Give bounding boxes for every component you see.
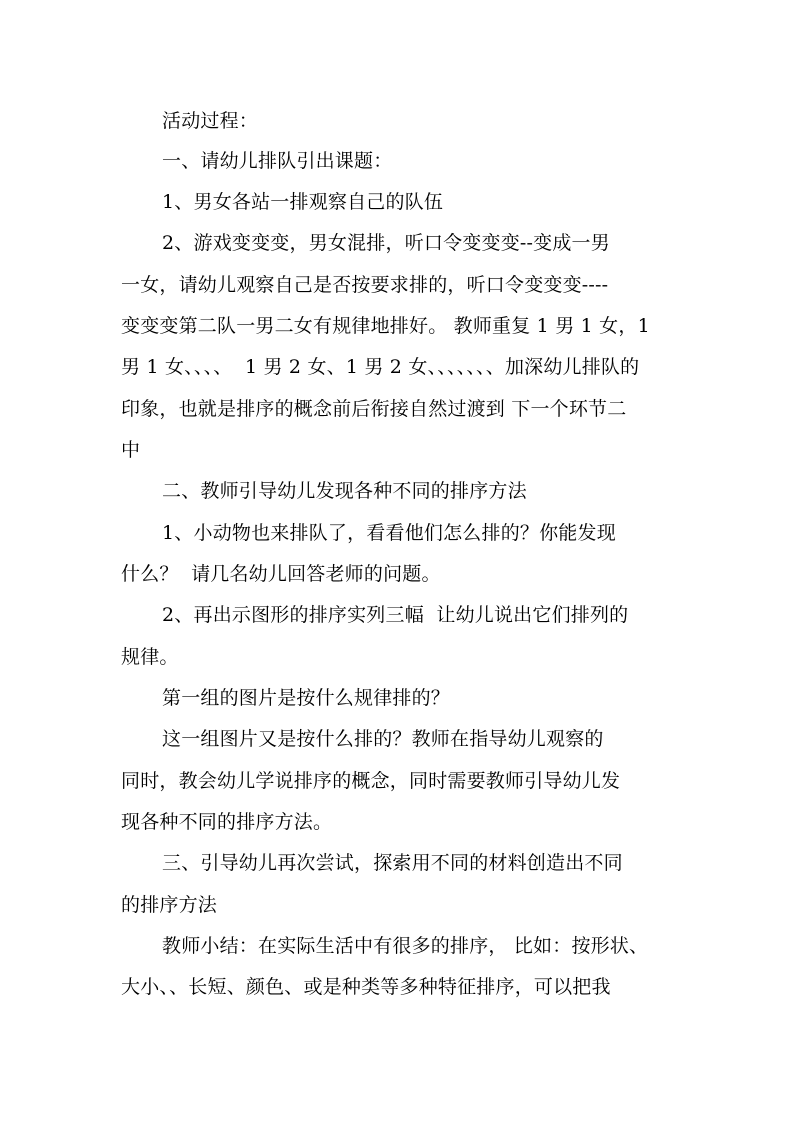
text-line: 印象，也就是排序的概念前后衔接自然过渡到 下一个环节二 [121, 398, 627, 420]
text-line: 一女，请幼儿观察自己是否按要求排的，听口令变变变---- [121, 274, 609, 296]
text-line: 2、游戏变变变，男女混排，听口令变变变--变成一男 [162, 232, 610, 254]
text-line: 同时，教会幼儿学说排序的概念，同时需要教师引导幼儿发 [121, 770, 621, 792]
text-line: 二、教师引导幼儿发现各种不同的排序方法 [162, 480, 527, 502]
text-line: 2、再出示图形的排序实列三幅 让幼儿说出它们排列的 [162, 604, 629, 626]
text-line: 一、请幼儿排队引出课题： [162, 150, 393, 172]
text-line: 现各种不同的排序方法。 [121, 811, 333, 833]
text-line: 活动过程： [162, 110, 259, 132]
text-line: 大小、、长短、颜色、或是种类等多种特征排序，可以把我 [121, 976, 611, 998]
text-line: 什么？ 请几名幼儿回答老师的问题。 [121, 563, 441, 585]
text-line: 1、男女各站一排观察自己的队伍 [162, 191, 444, 213]
text-line: 第一组的图片是按什么规律排的？ [162, 687, 451, 709]
text-line: 三、引导幼儿再次尝试，探索用不同的材料创造出不同 [162, 852, 623, 874]
text-line: 中 [121, 439, 141, 461]
text-line: 的排序方法 [121, 894, 218, 916]
text-line: 男 1 女、、、、 1 男 2 女、1 男 2 女、、、、、、、加深幼儿排队的 [121, 356, 640, 378]
text-line: 这一组图片又是按什么排的？教师在指导幼儿观察的 [162, 728, 604, 750]
text-line: 变变变第二队一男二女有规律地排好。 教师重复 1 男 1 女，1 [121, 315, 650, 337]
text-line: 规律。 [121, 646, 179, 668]
text-line: 教师小结：在实际生活中有很多的排序， 比如：按形状、 [162, 935, 649, 957]
text-line: 1、小动物也来排队了，看看他们怎么排的？你能发现 [162, 522, 616, 544]
